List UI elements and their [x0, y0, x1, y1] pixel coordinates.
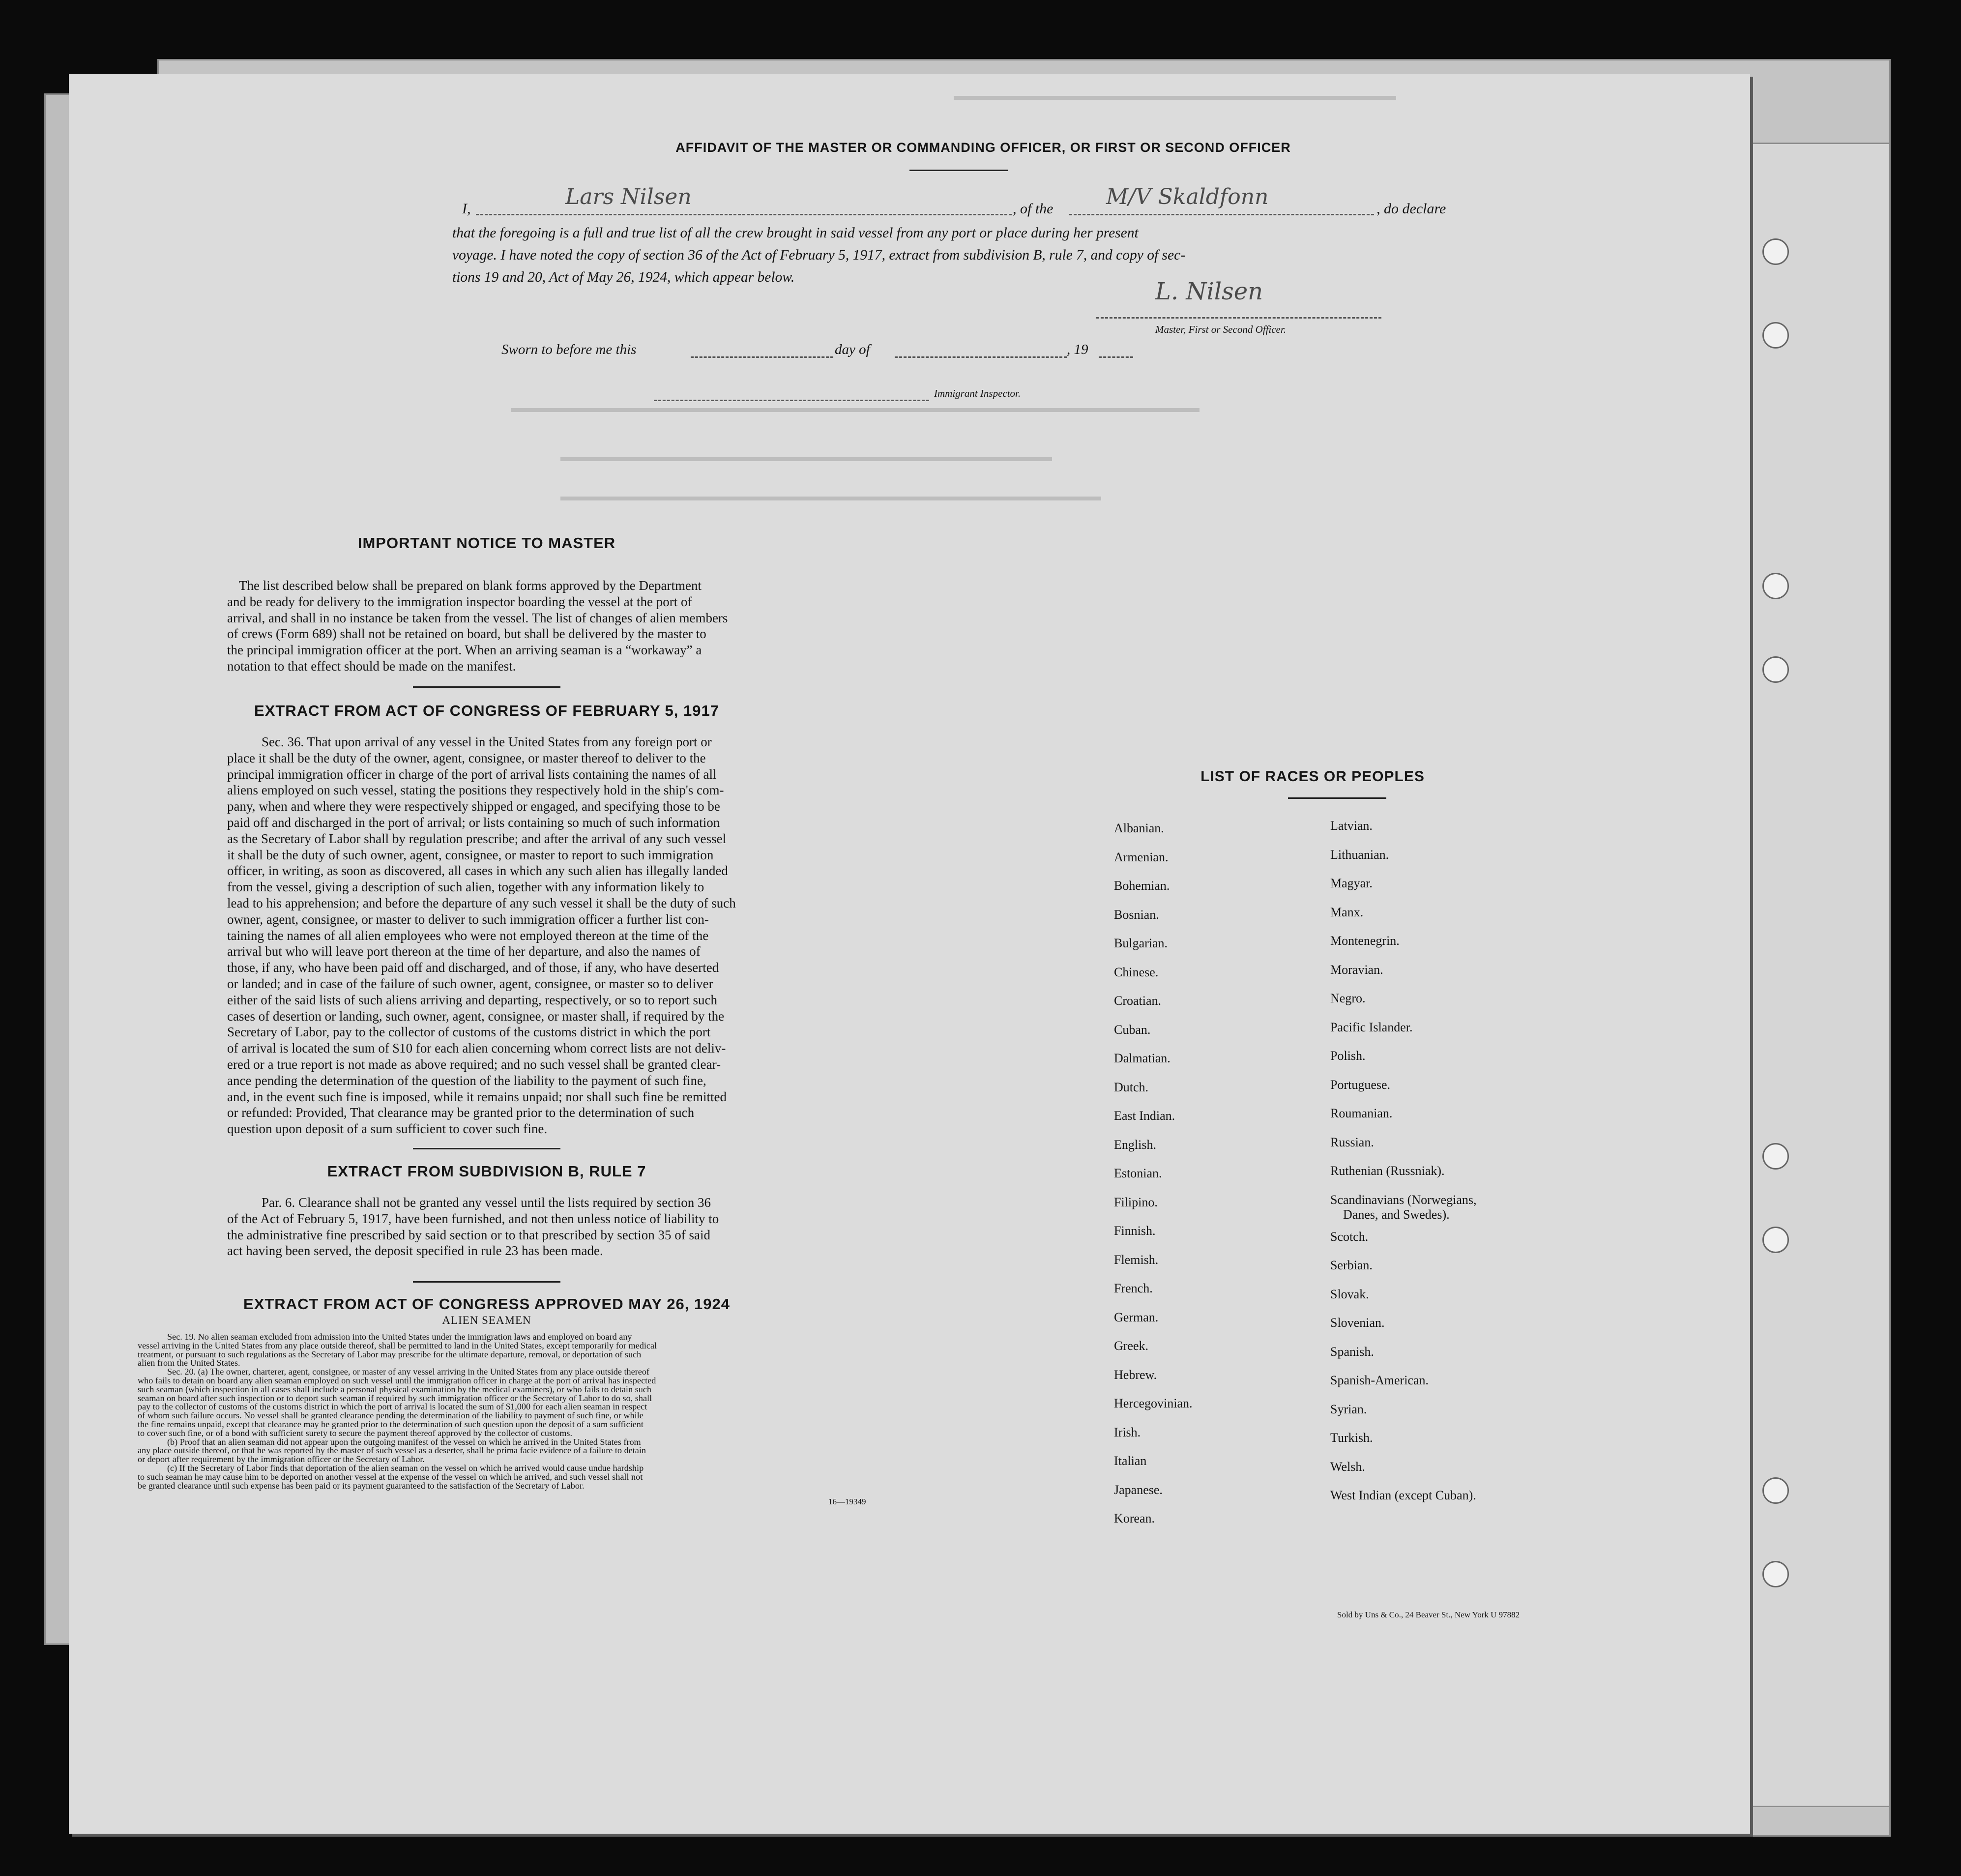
sworn-year-label: , 19 [1067, 342, 1088, 357]
extract-1917-line: lead to his apprehension; and before the departure of any such vessel it shall be the duty of such [227, 895, 736, 910]
bleed-through-mark [560, 457, 1052, 461]
race-item: Irish. [1114, 1425, 1141, 1439]
rule7-title: EXTRACT FROM SUBDIVISION B, RULE 7 [327, 1163, 646, 1180]
race-item: Bulgarian. [1114, 936, 1168, 950]
race-item: Pacific Islander. [1330, 1020, 1413, 1034]
race-item: Spanish-American. [1330, 1373, 1429, 1387]
race-item: Hebrew. [1114, 1367, 1157, 1382]
race-item: Portuguese. [1330, 1077, 1391, 1092]
extract-1917-line: place it shall be the duty of the owner, agent, consignee, or master thereof to deliver to the [227, 750, 706, 765]
extract-1924-line: Sec. 20. (a) The owner, charterer, agent, consignee, or master of any vessel arriving in the United States from any place outside thereof [167, 1367, 649, 1377]
extract-1917-body [227, 734, 738, 1137]
race-item: Estonian. [1114, 1166, 1162, 1180]
divider-rule [413, 686, 560, 688]
extract-1924-line: alien from the United States. [138, 1358, 240, 1368]
affidavit-line3: voyage. I have noted the copy of section 36 of the Act of February 5, 1917, extract from subdivision B, rule 7, and copy of sec- [452, 247, 1186, 263]
race-item: Spanish. [1330, 1344, 1374, 1359]
race-item: Magyar. [1330, 876, 1373, 890]
extract-1917-line: cases of desertion or landing, such owner, agent, consignee, or master shall, if required by the [227, 1008, 725, 1024]
race-item: Scandinavians (Norwegians, [1330, 1192, 1477, 1207]
form-number: 16—19349 [828, 1497, 866, 1506]
race-item: Albanian. [1114, 821, 1164, 835]
extract-1917-line: or refunded: Provided, That clearance may be granted prior to the determination of such [227, 1105, 695, 1120]
affidavit-title-rule [909, 170, 1008, 171]
extract-1917-line: ered or a true report is not made as above required; and no such vessel shall be granted clear- [227, 1056, 721, 1072]
divider-rule [413, 1281, 560, 1283]
extract-1924-line: to such seaman he may cause him to be deported on another vessel at the expense of the vessel on which he arrived, and such vessel shall not [138, 1471, 643, 1482]
printer-footer: Sold by Uns & Co., 24 Beaver St., New York U 97882 [1337, 1610, 1520, 1619]
race-item: Slovenian. [1330, 1316, 1385, 1330]
extract-1924-line: who fails to detain on board any alien seaman employed on such vessel until the immigration officer in charge at the port of arrival has inspected [138, 1375, 656, 1385]
race-item: Bosnian. [1114, 907, 1159, 922]
sworn-month-field [895, 356, 1067, 358]
race-item: Finnish. [1114, 1224, 1156, 1238]
bleed-through-mark [511, 408, 1200, 412]
race-item: Flemish. [1114, 1252, 1159, 1267]
extract-1917-line: question upon deposit of a sum sufficient to cover such fine. [227, 1121, 548, 1137]
bleed-through-mark [560, 497, 1101, 500]
inspector-signature-line [654, 400, 929, 401]
extract-1924-line: the fine remains unpaid, except that clearance may be granted prior to the determination of such question upon the deposit of a sum sufficient [138, 1419, 644, 1429]
master-name-handwriting: Lars Nilsen [565, 184, 692, 209]
race-item: Manx. [1330, 905, 1364, 919]
notice-body [227, 578, 738, 674]
punch-hole [1762, 1561, 1789, 1587]
signature-handwriting: L. Nilsen [1155, 278, 1263, 305]
punch-hole [1762, 1143, 1789, 1170]
race-item: Greek. [1114, 1339, 1149, 1353]
extract-1917-line: of arrival is located the sum of $10 for each alien concerning whom correct lists are not deliv- [227, 1041, 726, 1056]
race-item: Cuban. [1114, 1022, 1151, 1037]
extract-1924-subtitle: ALIEN SEAMEN [442, 1314, 531, 1326]
extract-1917-line: or landed; and in case of the failure of such owner, agent, consignee, or master so to deliver [227, 976, 713, 991]
race-item: Syrian. [1330, 1402, 1367, 1416]
race-item: West Indian (except Cuban). [1330, 1488, 1476, 1502]
extract-1917-line: those, if any, who have been paid off and discharged, and of those, if any, who have deserted [227, 960, 719, 975]
extract-1924-title: EXTRACT FROM ACT OF CONGRESS APPROVED MAY 26, 1924 [243, 1295, 730, 1313]
race-item: English. [1114, 1137, 1156, 1152]
race-item: Chinese. [1114, 965, 1159, 979]
race-item: Hercegovinian. [1114, 1396, 1193, 1410]
extract-1924-line: be granted clearance until such expense has been paid or its payment guaranteed to the satisfaction of the Secretary of Labor. [138, 1480, 585, 1491]
signature-caption: Master, First or Second Officer. [1155, 323, 1286, 335]
extract-1924-line: seaman on board after such inspection or to deport such seaman if required by such immigration officer or the Secretary of Labor to do so, shall [138, 1393, 652, 1403]
extract-1924-line: such seaman (which inspection in all cases shall include a personal physical examination by the medical examiners), or who fails to detain such [138, 1384, 651, 1394]
race-item: Moravian. [1330, 962, 1383, 977]
race-item: Serbian. [1330, 1258, 1373, 1272]
extract-1924-line: vessel arriving in the United States from any place outside thereof, shall be permitted to land in the United States, except temporarily for medical [138, 1340, 657, 1350]
race-item: Polish. [1330, 1049, 1366, 1063]
extract-1917-line: taining the names of all alien employees who were not employed thereon at the time of the [227, 928, 709, 943]
extract-1924-line: of whom such failure occurs. No vessel shall be granted clearance pending the determination of the liability to payment of such fine, or while [138, 1410, 644, 1421]
extract-1917-title: EXTRACT FROM ACT OF CONGRESS OF FEBRUARY 5, 1917 [254, 702, 719, 719]
punch-hole [1762, 238, 1789, 265]
race-item-two-line [1330, 1193, 1476, 1230]
races-title-rule [1288, 797, 1386, 799]
inspector-caption: Immigrant Inspector. [934, 387, 1021, 399]
divider-rule [413, 1148, 560, 1149]
vessel-name-handwriting: M/V Skaldfonn [1106, 184, 1269, 209]
race-item: Montenegrin. [1330, 934, 1400, 948]
race-item: Slovak. [1330, 1287, 1369, 1301]
extract-1917-line: and, in the event such fine is imposed, while it remains unpaid; nor shall such fine be remitted [227, 1089, 727, 1104]
affidavit-title: AFFIDAVIT OF THE MASTER OR COMMANDING OFFICER, OR FIRST OR SECOND OFFICER [675, 140, 1291, 155]
extract-1924-line: (b) Proof that an alien seaman did not appear upon the outgoing manifest of the vessel on which he arrived in the United States from [167, 1436, 641, 1447]
extract-1917-line: Sec. 36. That upon arrival of any vessel in the United States from any foreign port or [262, 734, 712, 749]
affidavit-line4: tions 19 and 20, Act of May 26, 1924, which appear below. [452, 269, 795, 285]
race-item: Welsh. [1330, 1459, 1365, 1474]
race-item: Korean. [1114, 1511, 1155, 1525]
rule7-line: of the Act of February 5, 1917, have been furnished, and not then unless notice of liability to [227, 1211, 719, 1226]
extract-1924-line: treatment, or pursuant to such regulations as the Secretary of Labor may prescribe for the ultimate departure, removal, or deportation of such [138, 1349, 642, 1359]
rule7-body [227, 1195, 738, 1259]
form-page [69, 74, 1750, 1834]
extract-1917-line: officer, in writing, as soon as discovered, all cases in which any such alien has illegally landed [227, 863, 728, 879]
race-item: Italian [1114, 1454, 1147, 1468]
race-item: German. [1114, 1310, 1159, 1324]
affidavit-line1-mid: , of the [1013, 201, 1054, 217]
extract-1917-line: it shall be the duty of such owner, agent, consignee, or master to report to such immigration [227, 847, 714, 862]
race-item: Negro. [1330, 991, 1366, 1005]
affidavit-line1-suffix: , do declare [1376, 201, 1446, 217]
notice-line: The list described below shall be prepared on blank forms approved by the Department [239, 578, 702, 593]
punch-hole [1762, 1227, 1789, 1253]
sworn-day-label: day of [835, 342, 870, 357]
race-item: Turkish. [1330, 1431, 1373, 1445]
race-item: French. [1114, 1281, 1153, 1295]
punch-hole [1762, 573, 1789, 599]
extract-1917-line: aliens employed on such vessel, stating the positions they respectively hold in the ship's com- [227, 783, 724, 798]
extract-1924-line: to cover such fine, or of a bond with sufficient surety to secure the payment thereof approved by the collector of customs. [138, 1428, 573, 1438]
race-item: Danes, and Swedes). [1343, 1207, 1450, 1222]
race-item: Filipino. [1114, 1195, 1158, 1209]
races-title: LIST OF RACES OR PEOPLES [1200, 768, 1425, 785]
punch-hole [1762, 656, 1789, 683]
extract-1917-line: paid off and discharged in the port of arrival; or lists containing so much of such information [227, 815, 720, 830]
race-item: Dalmatian. [1114, 1051, 1171, 1065]
signature-line [1096, 317, 1381, 319]
extract-1924-body [138, 1333, 841, 1490]
extract-1917-line: Secretary of Labor, pay to the collector of customs of the customs district in which the port [227, 1025, 711, 1040]
extract-1917-line: pany, when and where they were respectively shipped or engaged, and specifying those to be [227, 799, 720, 814]
race-item: Scotch. [1330, 1229, 1369, 1244]
race-item: Japanese. [1114, 1482, 1163, 1497]
race-item: Bohemian. [1114, 879, 1170, 893]
extract-1924-line: Sec. 19. No alien seaman excluded from admission into the United States under the immigration laws and employed on board any [167, 1332, 632, 1342]
notice-line: of crews (Form 689) shall not be retained on board, but shall be delivered by the master to [227, 626, 706, 642]
race-item: Russian. [1330, 1135, 1374, 1149]
race-item: East Indian. [1114, 1109, 1175, 1123]
punch-hole [1762, 1477, 1789, 1504]
extract-1917-line: ance pending the determination of the question of the liability to the payment of such fine, [227, 1073, 706, 1088]
race-item: Croatian. [1114, 994, 1162, 1008]
extract-1917-line: as the Secretary of Labor shall by regulation prescribe; and after the arrival of any such vessel [227, 831, 727, 846]
race-item: Roumanian. [1330, 1106, 1393, 1120]
extract-1924-line: pay to the collector of customs of the customs district in which the port of arrival is located the sum of $1,000 for each alien seaman in respect [138, 1402, 647, 1412]
races-column-2 [1330, 819, 1476, 1517]
races-column-1 [1114, 821, 1193, 1540]
notice-line: arrival, and shall in no instance be taken from the vessel. The list of changes of alien members [227, 610, 728, 625]
rule7-line: act having been served, the deposit specified in rule 23 has been made. [227, 1243, 603, 1259]
bleed-through-mark [954, 96, 1396, 100]
notice-line: and be ready for delivery to the immigration inspector boarding the vessel at the port of [227, 594, 692, 609]
affidavit-line1-prefix: I, [462, 201, 471, 217]
notice-line: notation to that effect should be made on the manifest. [227, 658, 516, 674]
race-item: Dutch. [1114, 1080, 1149, 1094]
master-name-field [476, 214, 1012, 215]
vessel-name-field [1069, 214, 1374, 215]
notice-line: the principal immigration officer at the port. When an arriving seaman is a “workaway” a [227, 643, 702, 658]
extract-1924-line: (c) If the Secretary of Labor finds that deportation of the alien seaman on the vessel on which he arrived would cause undue hardship [167, 1463, 644, 1473]
race-item: Ruthenian (Russniak). [1330, 1164, 1445, 1178]
extract-1917-line: owner, agent, consignee, or master to deliver to such immigration officer a further list con- [227, 911, 709, 927]
extract-1917-line: from the vessel, giving a description of such alien, together with any information likely to [227, 879, 704, 895]
sworn-year-field [1099, 356, 1133, 358]
extract-1917-line: arrival but who will leave port thereon at the time of her departure, and also the names of [227, 944, 701, 959]
rule7-line: Par. 6. Clearance shall not be granted any vessel until the lists required by section 36 [262, 1195, 711, 1210]
race-item: Armenian. [1114, 850, 1169, 864]
sworn-day-field [691, 356, 833, 358]
rule7-line: the administrative fine prescribed by said section or to that prescribed by section 35 of said [227, 1227, 710, 1242]
extract-1917-line: principal immigration officer in charge of the port of arrival lists containing the names of all [227, 766, 717, 782]
extract-1924-line: any place outside thereof, or that he was reported by the master of such vessel as a deserter, shall be prima facie evidence of a failure to detain [138, 1445, 646, 1456]
race-item: Latvian. [1330, 819, 1373, 833]
notice-title: IMPORTANT NOTICE TO MASTER [357, 534, 616, 552]
extract-1917-line: either of the said lists of such aliens arriving and departing, respectively, or so to report such [227, 992, 717, 1007]
affidavit-line2: that the foregoing is a full and true list of all the crew brought in said vessel from any port or place during her present [452, 225, 1139, 241]
sworn-prefix: Sworn to before me this [501, 342, 637, 357]
extract-1924-line: or deport after requirement by the immigration officer or the Secretary of Labor. [138, 1454, 425, 1465]
race-item: Lithuanian. [1330, 847, 1389, 862]
punch-hole [1762, 322, 1789, 349]
